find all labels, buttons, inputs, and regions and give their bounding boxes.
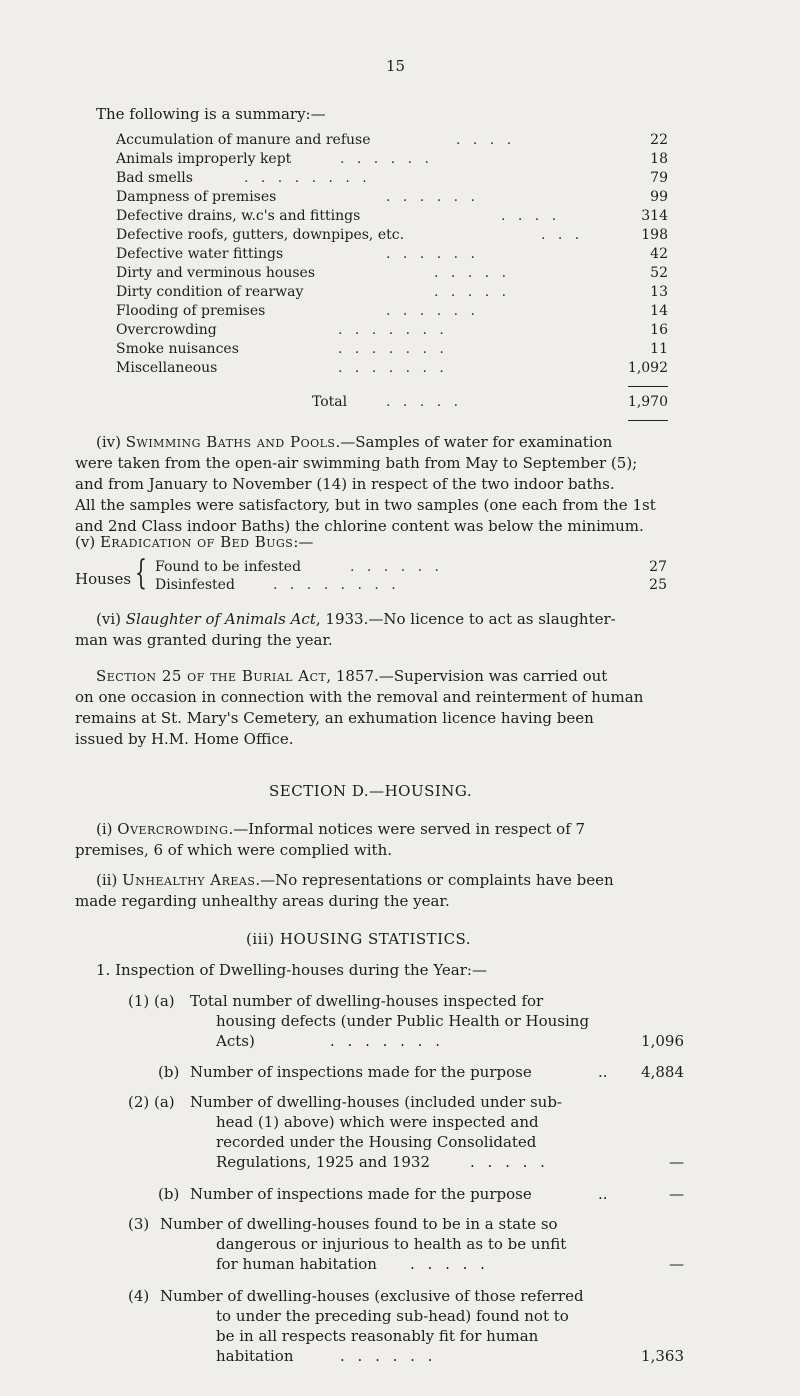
entry-value: — — [669, 1185, 684, 1203]
slaughter-line-2: man was granted during the year. — [75, 631, 333, 649]
unhealthy-line-1 — [96, 870, 614, 890]
burial-line-3: remains at St. Mary's Cemetery, an exhumation licence having been — [75, 709, 594, 727]
entry-line: habitation — [216, 1347, 294, 1365]
burial-line-2: on one occasion in connection with the removal and reinterment of human — [75, 688, 644, 706]
leader-dots: . . . . . . — [350, 559, 443, 575]
slaughter-line-1 — [96, 609, 616, 629]
bedbugs-heading-tail: :— — [293, 533, 314, 551]
entry-line: to under the preceding sub-head) found not to — [216, 1307, 569, 1325]
swimming-line-2: were taken from the open-air swimming bath from May to September (5); — [75, 454, 638, 472]
swimming-lead: (iv) — [96, 433, 126, 451]
leader-dots: . . . . . . — [340, 1347, 437, 1365]
bedbugs-heading-line — [75, 532, 313, 552]
summary-row-label: Miscellaneous — [116, 360, 218, 376]
entry-line: Number of dwelling-houses (exclusive of those referred — [160, 1287, 584, 1305]
summary-row-label: Overcrowding — [116, 322, 217, 338]
summary-row-label: Defective water fittings — [116, 246, 284, 262]
summary-row-label: Flooding of premises — [116, 303, 266, 319]
summary-row-value: 14 — [650, 303, 668, 319]
summary-row — [116, 150, 668, 168]
entry-prefix: (4) — [128, 1287, 150, 1305]
entry-line: recorded under the Housing Consolidated — [216, 1133, 537, 1151]
leader-dots: .. — [598, 1063, 608, 1081]
summary-row-label: Accumulation of manure and refuse — [116, 132, 371, 148]
summary-total-label: Total — [312, 394, 348, 410]
section-d-title: SECTION D.—HOUSING. — [269, 782, 473, 800]
swimming-heading: Swimming Baths and Pools — [125, 433, 336, 451]
bedbugs-row — [155, 576, 667, 594]
unhealthy-lead: (ii) — [96, 871, 123, 889]
leader-dots: . . . . . . . . — [273, 577, 400, 593]
bedbugs-heading: Eradication of Bed Bugs — [99, 533, 294, 551]
leader-dots: .. — [598, 1185, 608, 1203]
leader-dots: . . . . . . — [386, 303, 479, 319]
swimming-line-1-rest: .—Samples of water for examination — [335, 433, 613, 451]
summary-row — [116, 207, 668, 225]
summary-row-label: Smoke nuisances — [116, 341, 239, 357]
entry-value: — — [669, 1153, 684, 1171]
leader-dots: . . . . . . . — [338, 360, 448, 376]
leader-dots: . . . . . — [410, 1255, 489, 1273]
summary-row-label: Animals improperly kept — [116, 151, 292, 167]
entry-line: Number of dwelling-houses found to be in a state so — [160, 1215, 558, 1233]
entry-line: for human habitation — [216, 1255, 377, 1273]
leader-dots: . . . . . . . — [330, 1032, 444, 1050]
summary-row-label: Dirty condition of rearway — [116, 284, 304, 300]
burial-line-1-rest: , 1857.—Supervision was carried out — [326, 667, 608, 685]
overcrowding-heading: Overcrowding — [117, 820, 229, 838]
summary-row — [116, 188, 668, 206]
overcrowding-line-1 — [96, 819, 585, 839]
entry-line: housing defects (under Public Health or Housing — [216, 1012, 590, 1030]
entry-prefix: (b) — [158, 1063, 180, 1081]
summary-row — [116, 359, 668, 377]
summary-row-value: 18 — [650, 151, 668, 167]
summary-intro: The following is a summary:— — [96, 105, 326, 123]
leader-dots: . . . . . — [434, 284, 511, 300]
leader-dots: . . . . . . — [340, 151, 433, 167]
leader-dots: . . . . . — [470, 1153, 549, 1171]
summary-row-label: Defective roofs, gutters, downpipes, etc. — [116, 227, 405, 243]
summary-row — [116, 283, 668, 301]
unhealthy-line-1-rest: .—No representations or complaints have been — [255, 871, 614, 889]
summary-row-value: 1,092 — [627, 360, 668, 376]
leader-dots: . . . . . . . . — [244, 170, 371, 186]
bedbugs-row-label: Disinfested — [155, 577, 235, 593]
entry-line: dangerous or injurious to health as to be unfit — [216, 1235, 567, 1253]
summary-row-value: 79 — [650, 170, 668, 186]
summary-row-value: 16 — [650, 322, 668, 338]
leader-dots: . . . . . . — [386, 189, 479, 205]
summary-row — [116, 169, 668, 187]
entry-line: Total number of dwelling-houses inspected for — [190, 992, 544, 1010]
summary-row-label: Bad smells — [116, 170, 193, 186]
housing-stats-title: (iii) HOUSING STATISTICS. — [246, 930, 472, 948]
bedbugs-row — [155, 558, 667, 576]
summary-row — [116, 340, 668, 358]
total-rule-bottom — [628, 420, 668, 421]
entry-prefix: (b) — [158, 1185, 180, 1203]
leader-dots: . . . . . — [434, 265, 511, 281]
leader-dots: . . . . . . — [386, 246, 479, 262]
summary-row-value: 13 — [650, 284, 668, 300]
entry-value: — — [669, 1255, 684, 1273]
swimming-line-4: All the samples were satisfactory, but in two samples (one each from the 1st — [75, 496, 656, 514]
entry-line: Number of inspections made for the purpose — [190, 1185, 532, 1203]
entry-line: Number of dwelling-houses (included under sub- — [190, 1093, 562, 1111]
entry-line: Acts) — [216, 1032, 255, 1050]
bedbugs-row-label: Found to be infested — [155, 559, 302, 575]
burial-line-4: issued by H.M. Home Office. — [75, 730, 294, 748]
summary-row — [116, 226, 668, 244]
entry-value: 1,363 — [641, 1347, 684, 1365]
burial-line-1 — [96, 666, 607, 686]
entry-line: Regulations, 1925 and 1932 — [216, 1153, 431, 1171]
summary-row-value: 22 — [650, 132, 668, 148]
overcrowding-line-1-rest: .—Informal notices were served in respect of 7 — [228, 820, 586, 838]
bedbugs-lead: (v) — [75, 533, 100, 551]
burial-heading: Section 25 of the Burial Act — [96, 667, 327, 685]
entry-prefix: (1) (a) — [128, 992, 175, 1010]
total-rule-top — [628, 386, 668, 387]
unhealthy-line-2: made regarding unhealthy areas during the year. — [75, 892, 450, 910]
entry-prefix: (2) (a) — [128, 1093, 175, 1111]
brace-symbol: { — [135, 553, 147, 593]
summary-row — [116, 245, 668, 263]
summary-row-value: 11 — [650, 341, 668, 357]
page-number: 15 — [386, 57, 406, 75]
entry-prefix: (3) — [128, 1215, 150, 1233]
leader-dots: . . . . — [456, 132, 516, 148]
leader-dots: . . . . . . . — [338, 341, 448, 357]
swimming-line-5: and 2nd Class indoor Baths) the chlorine content was below the minimum. — [75, 517, 644, 535]
leader-dots: . . . . . . . — [338, 322, 448, 338]
entry-line: Number of inspections made for the purpose — [190, 1063, 532, 1081]
overcrowding-line-2: premises, 6 of which were complied with. — [75, 841, 392, 859]
summary-row-value: 52 — [650, 265, 668, 281]
inspection-heading: 1. Inspection of Dwelling-houses during the Year:— — [96, 961, 487, 979]
bedbugs-row-value: 25 — [649, 577, 667, 593]
entry-line: be in all respects reasonably fit for human — [216, 1327, 539, 1345]
slaughter-lead: (vi) — [96, 610, 126, 628]
summary-row-value: 198 — [641, 227, 668, 243]
summary-row-label: Defective drains, w.c's and fittings — [116, 208, 361, 224]
summary-total-value: 1,970 — [627, 394, 668, 410]
bedbugs-row-value: 27 — [649, 559, 667, 575]
swimming-line-3: and from January to November (14) in respect of the two indoor baths. — [75, 475, 615, 493]
leader-dots: . . . . . — [386, 394, 463, 410]
summary-row-label: Dampness of premises — [116, 189, 277, 205]
swimming-line-1 — [96, 432, 612, 452]
slaughter-line-1-rest: , 1933.—No licence to act as slaughter- — [315, 610, 616, 628]
summary-row — [116, 302, 668, 320]
summary-row — [116, 131, 668, 149]
entry-line: head (1) above) which were inspected and — [216, 1113, 539, 1131]
summary-row — [116, 321, 668, 339]
entry-value: 1,096 — [641, 1032, 684, 1050]
summary-row-value: 42 — [650, 246, 668, 262]
summary-row-value: 99 — [650, 189, 668, 205]
summary-row-value: 314 — [641, 208, 668, 224]
entry-value: 4,884 — [641, 1063, 684, 1081]
leader-dots: . . . — [541, 227, 584, 243]
houses-label: Houses — [75, 570, 132, 588]
summary-row-label: Dirty and verminous houses — [116, 265, 316, 281]
unhealthy-heading: Unhealthy Areas — [122, 871, 256, 889]
summary-row — [116, 264, 668, 282]
overcrowding-lead: (i) — [96, 820, 118, 838]
slaughter-act-title: Slaughter of Animals Act — [125, 610, 316, 628]
summary-total-row — [116, 393, 668, 411]
leader-dots: . . . . — [501, 208, 561, 224]
